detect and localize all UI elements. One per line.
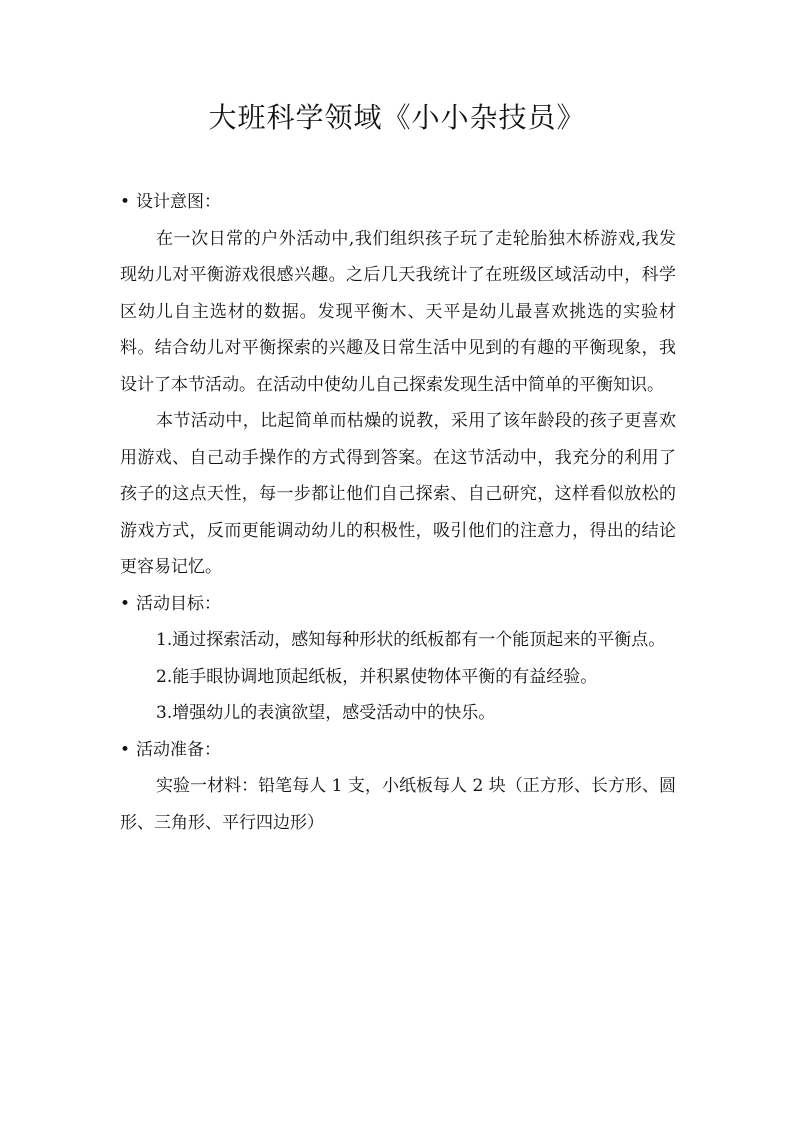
section-heading-label: 活动目标： xyxy=(136,593,221,614)
section-heading-design-intent xyxy=(120,184,676,221)
goal-item: 1.通过探索活动，感知每种形状的纸板都有一个能顶起来的平衡点。 xyxy=(156,630,666,650)
document-body xyxy=(120,184,676,841)
bullet-icon: • xyxy=(120,739,131,760)
document-title: 大班科学领域《小小杂技员》 xyxy=(208,101,586,134)
paragraph: 在一次日常的户外活动中,我们组织孩子玩了走轮胎独木桥游戏,我发现幼儿对平衡游戏很感兴趣。之后几天我统计了在班级区域活动中，科学区幼儿自主选材的数据。发现平衡木、天平是幼儿最喜欢挑选的实验材料。结合幼儿对平衡探索的兴趣及日常生活中见到的有趣的平衡现象，我设计了本节活动。在活动中使幼儿自己探索发现生活中简单的平衡知识。 xyxy=(120,228,676,395)
section-heading-preparation xyxy=(120,732,676,769)
section-heading-goals xyxy=(120,586,676,623)
section-heading-label: 设计意图： xyxy=(136,192,221,212)
section-heading-label: 活动准备： xyxy=(136,739,221,760)
paragraph: 本节活动中，比起简单而枯燥的说教，采用了该年龄段的孩子更喜欢用游戏、自己动手操作的方式得到答案。在这节活动中，我充分的利用了孩子的这点天性，每一步都让他们自己探索、自己研究，这样看似放松的游戏方式，反而更能调动幼儿的积极性，吸引他们的注意力，得出的结论更容易记忆。 xyxy=(120,411,676,577)
preparation-item: 实验一材料：铅笔每人 1 支，小纸板每人 2 块（正方形、长方形、圆形、三角形、平行四边形） xyxy=(120,776,676,833)
goal-item: 2.能手眼协调地顶起纸板，并积累使物体平衡的有益经验。 xyxy=(156,666,598,687)
bullet-icon: • xyxy=(120,593,131,614)
goal-item: 3.增强幼儿的表演欲望，感受活动中的快乐。 xyxy=(156,703,496,723)
bullet-icon: • xyxy=(120,192,131,212)
